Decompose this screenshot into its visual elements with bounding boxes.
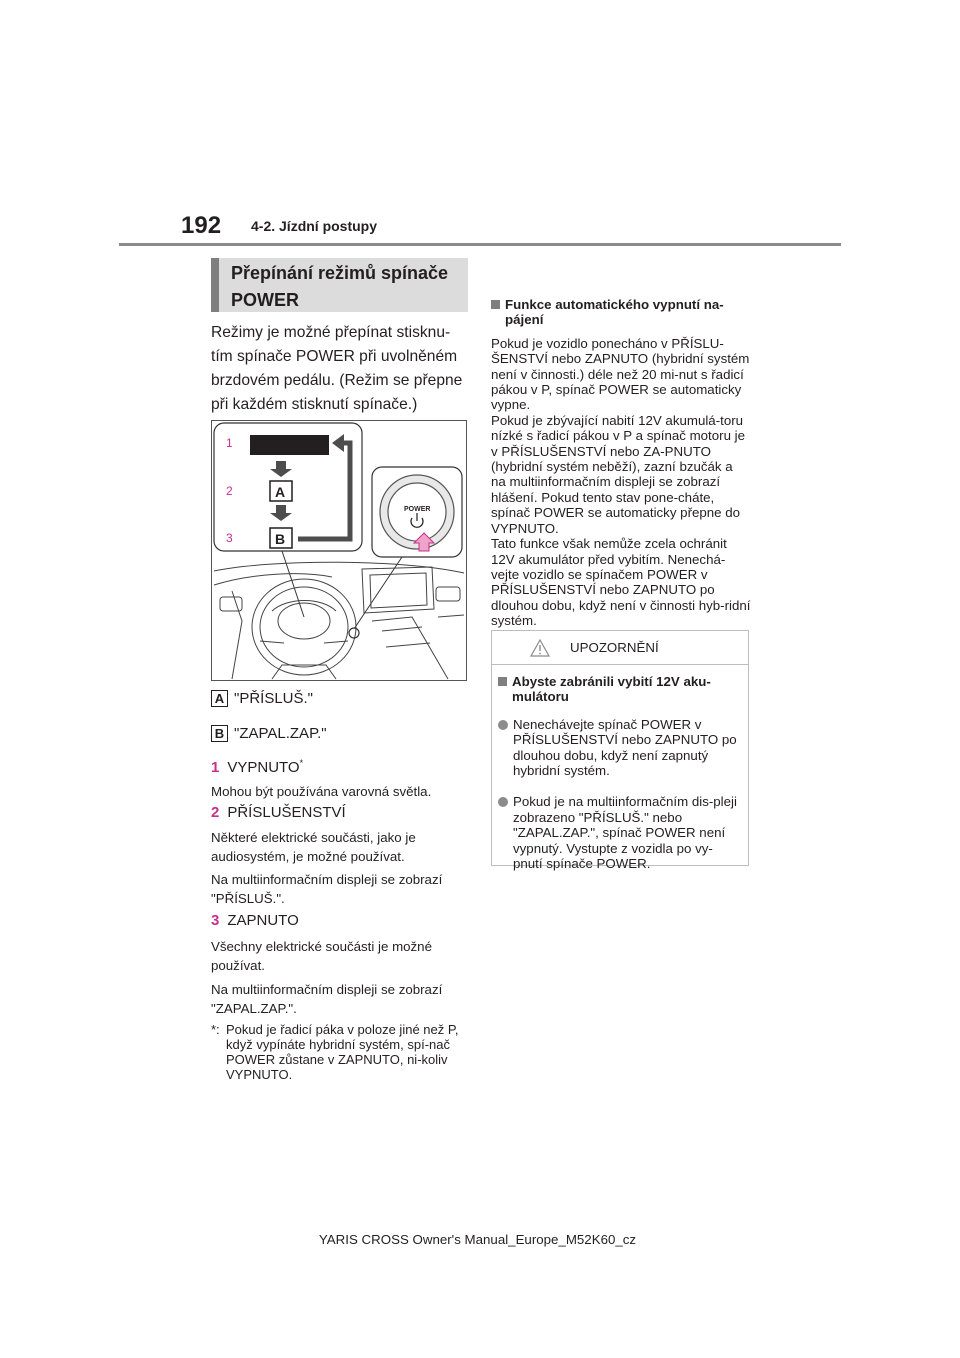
step-3-number: 3: [226, 531, 233, 545]
mode-3-heading: [211, 912, 299, 929]
mode-2-description-2: Na multiinformačním displeji se zobrazí "PŘÍSLUŠ.".: [211, 872, 443, 906]
box-a-letter: A: [275, 484, 286, 500]
warning-body: [492, 665, 748, 871]
mode-2-heading: [211, 804, 346, 821]
power-switch-figure: [211, 420, 467, 681]
display-bar: [250, 435, 329, 455]
page-number: 192: [181, 212, 222, 239]
mode-2-description-1: Některé elektrické součásti, jako je audiosystém, je možné používat.: [211, 830, 416, 864]
warning-subtitle: Abyste zabránili vybití 12V aku-mulátoru: [512, 674, 711, 705]
warning-box: [491, 630, 749, 872]
step-2-number: 2: [226, 484, 233, 498]
power-label: POWER: [404, 506, 431, 513]
warning-bullet-1: [498, 717, 740, 779]
auto-off-title: Funkce automatického vypnutí na-pájení: [505, 297, 724, 328]
square-bullet-icon: [491, 300, 500, 309]
warning-bullet-1-text: Nenechávejte spínač POWER v PŘÍSLUŠENSTVÍ nebo ZAPNUTO po dlouhou dobu, když není zapnutý hybridní systém.: [513, 716, 737, 779]
warning-bullet-2: [498, 794, 740, 871]
heading-line-1: Přepínání režimů spínače: [231, 263, 449, 283]
mode-1-label: VYPNUTO: [227, 759, 300, 776]
label-b-box: B: [211, 725, 228, 742]
footnote: [211, 1022, 469, 1082]
mode-1-footnote-mark: *: [299, 758, 304, 768]
section-title: 4-2. Jízdní postupy: [251, 218, 378, 234]
warning-bullet-2-text: Pokud je na multiinformačním dis-pleji zobrazeno "PŘÍSLUŠ." nebo "ZAPAL.ZAP.", spínač POWER není vypnutý. Vystupte z vozidla po vy-pnutí spínače POWER.: [513, 794, 737, 872]
warning-header: [492, 631, 748, 665]
square-bullet-icon: [498, 677, 507, 686]
auto-off-body: Pokud je vozidlo ponecháno v PŘÍSLU-ŠENSTVÍ nebo ZAPNUTO (hybridní systém není v činnosti.) déle než 20 mi-nut s řadicí pákou v P, spínač POWER se automaticky vypne. Pokud je zbývající nabití 12V akumulá-toru nízké s řadicí pákou v P a spínač motoru je v PŘÍSLUŠENSTVÍ nebo ZA-PNUTO (hybridní systém neběží), zazní bzučák a na multiinformačním displeji se zobrazí hlášení. Pokud tento stav pone-cháte, spínač POWER se automaticky přepne do VYPNUTO. Tato funkce však nemůže zcela ochránit 12V akumulátor před vybitím. Nenechá-vejte vozidlo se spínačem POWER v PŘÍSLUŠENSTVÍ nebo ZAPNUTO po dlouhou dobu, když není v činnosti hyb-ridní systém.: [491, 335, 751, 629]
mode-3-number: 3: [211, 912, 220, 929]
figure-illustration: [212, 421, 466, 680]
label-b-row: [211, 725, 327, 742]
label-a-text: "PŘÍSLUŠ.": [234, 690, 314, 707]
heading-line-2: POWER: [231, 290, 300, 310]
label-a-row: [211, 690, 313, 707]
round-bullet-icon: [498, 720, 508, 730]
mode-3-description-1: Všechny elektrické součásti je možné používat.: [211, 939, 432, 973]
intro-paragraph: Režimy je možné přepínat stisknu-tím spínače POWER při uvolněném brzdovém pedálu. (Režim se přepne při každém stisknutí spínače.): [211, 324, 463, 413]
round-bullet-icon: [498, 797, 508, 807]
box-b-letter: B: [275, 531, 286, 547]
label-b-text: "ZAPAL.ZAP.": [234, 725, 327, 742]
warning-triangle-icon: [530, 639, 550, 657]
mode-3-description-2: Na multiinformačním displeji se zobrazí "ZAPAL.ZAP.".: [211, 982, 443, 1016]
mode-3-label: ZAPNUTO: [227, 912, 299, 929]
section-heading: [211, 258, 468, 312]
dashboard-drawing: [214, 562, 464, 679]
mode-2-number: 2: [211, 804, 220, 821]
warning-subheading: [498, 674, 740, 705]
auto-off-heading: [491, 297, 751, 328]
page-footer: [0, 1232, 960, 1247]
warning-title: UPOZORNĚNÍ: [570, 640, 659, 655]
mode-2-label: PŘÍSLUŠENSTVÍ: [227, 804, 346, 821]
step-1-number: 1: [226, 436, 233, 450]
mode-1-description: Mohou být používána varovná světla.: [211, 784, 432, 799]
footnote-text: Pokud je řadicí páka v poloze jiné než P, když vypínáte hybridní systém, spí-nač POWER zůstane v ZAPNUTO, ni-koliv VYPNUTO.: [226, 1022, 459, 1082]
header-rule: [119, 243, 841, 246]
mode-1-number: 1: [211, 759, 220, 776]
footer-text: YARIS CROSS Owner's Manual_Europe_M52K60_cz: [318, 1232, 637, 1247]
label-a-box: A: [211, 690, 228, 707]
auto-off-section: [491, 297, 751, 629]
footnote-mark: *:: [211, 1022, 220, 1037]
mode-1-heading: [211, 758, 303, 776]
